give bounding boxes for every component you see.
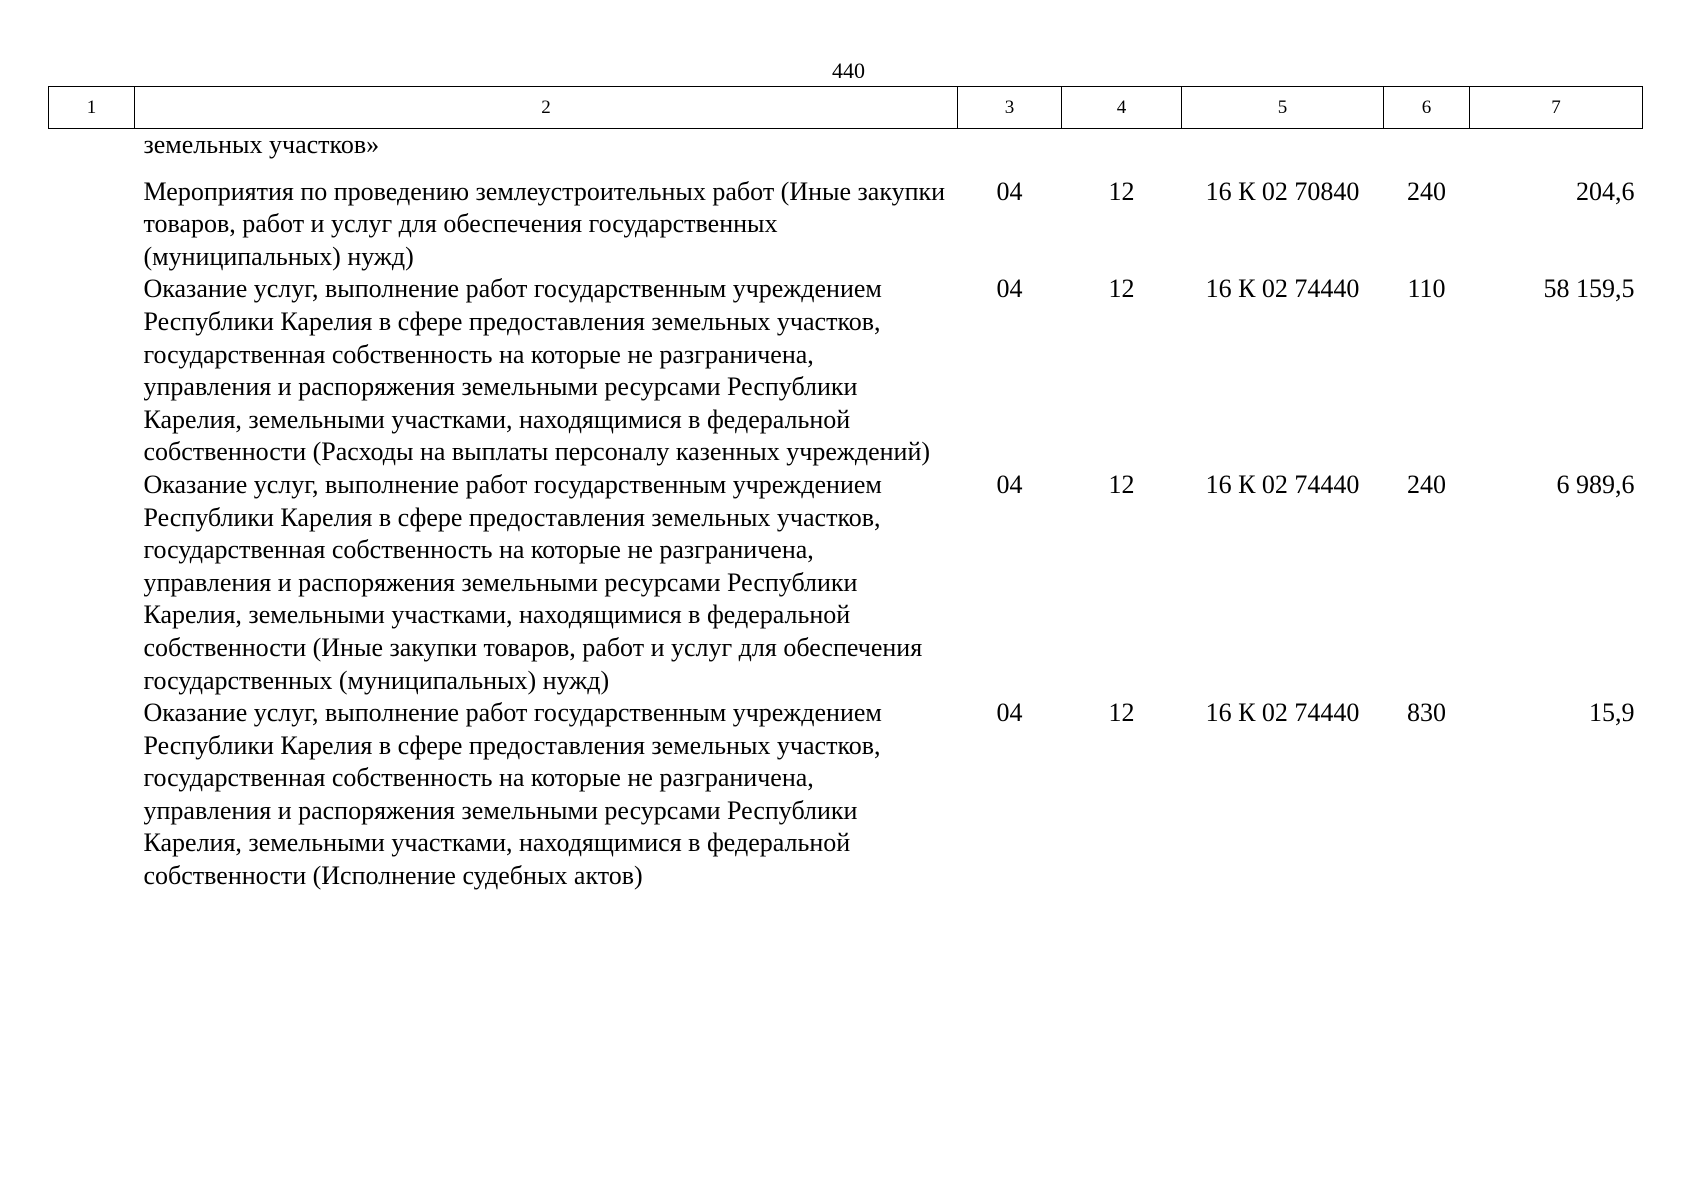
row-expense-type: 240 [1407,176,1446,206]
row-section-code: 04 [996,176,1023,206]
row-expense-type: 240 [1407,469,1446,499]
cell-col-1 [49,697,135,893]
budget-table [48,86,1643,893]
row-target-article: 16 К 02 74440 [1205,469,1360,499]
row-amount: 58 159,5 [1543,274,1635,304]
cell-col-4 [1062,129,1182,162]
header-col-1: 1 [49,87,135,129]
header-row [49,87,1643,129]
cell-col-1 [49,162,135,274]
row-target-article: 16 К 02 70840 [1205,176,1360,206]
row-description: Оказание услуг, выполнение работ государственным учреждением Республики Карелия в сфере предоставления земельных участков, государственная собственность на которые не разграничена, управления и распоряжения земельными ресурсами Республики Карелия, земельными участками, находящимися в федеральной собственности (Исполнение судебных актов) [143,698,882,891]
table-row [49,162,1643,274]
row-subsection-code: 12 [1108,274,1135,304]
table-header [49,87,1643,129]
row-amount: 15,9 [1589,698,1635,728]
row-description: Оказание услуг, выполнение работ государственным учреждением Республики Карелия в сфере предоставления земельных участков, государственная собственность на которые не разграничена, управления и распоряжения земельными ресурсами Республики Карелия, земельными участками, находящимися в федеральной собственности (Расходы на выплаты персоналу казенных учреждений) [143,274,931,467]
table-row [49,469,1643,697]
header-col-2: 2 [135,87,958,129]
page-number: 440 [832,58,865,83]
header-col-6: 6 [1384,87,1470,129]
row-expense-type: 110 [1407,274,1446,304]
cell-col-3 [958,129,1062,162]
row-target-article: 16 К 02 74440 [1205,698,1360,728]
table-body [49,129,1643,893]
cell-col-5 [1182,129,1384,162]
row-subsection-code: 12 [1108,698,1135,728]
row-description: Оказание услуг, выполнение работ государственным учреждением Республики Карелия в сфере предоставления земельных участков, государственная собственность на которые не разграничена, управления и распоряжения земельными ресурсами Республики Карелия, земельными участками, находящимися в федеральной собственности (Иные закупки товаров, работ и услуг для обеспечения государственных (муниципальных) нужд) [143,469,923,695]
cell-col-1 [49,273,135,469]
table-row [49,273,1643,469]
header-col-7: 7 [1470,87,1643,129]
row-section-code: 04 [996,469,1023,499]
row-amount: 6 989,6 [1556,469,1635,499]
continuation-row [49,129,1643,162]
cell-col-1 [49,129,135,162]
row-description: Мероприятия по проведению землеустроительных работ (Иные закупки товаров, работ и услуг для обеспечения государственных (муниципальных) нужд) [143,176,946,271]
row-target-article: 16 К 02 74440 [1205,274,1360,304]
row-subsection-code: 12 [1108,176,1135,206]
table-row [49,697,1643,893]
row-section-code: 04 [996,274,1023,304]
cell-col-7 [1470,129,1643,162]
continuation-text: земельных участков» [143,130,380,159]
row-expense-type: 830 [1407,698,1446,728]
header-col-3: 3 [958,87,1062,129]
header-col-5: 5 [1182,87,1384,129]
row-subsection-code: 12 [1108,469,1135,499]
header-col-4: 4 [1062,87,1182,129]
row-section-code: 04 [996,698,1023,728]
cell-col-6 [1384,129,1470,162]
row-amount: 204,6 [1576,176,1635,206]
cell-col-1 [49,469,135,697]
